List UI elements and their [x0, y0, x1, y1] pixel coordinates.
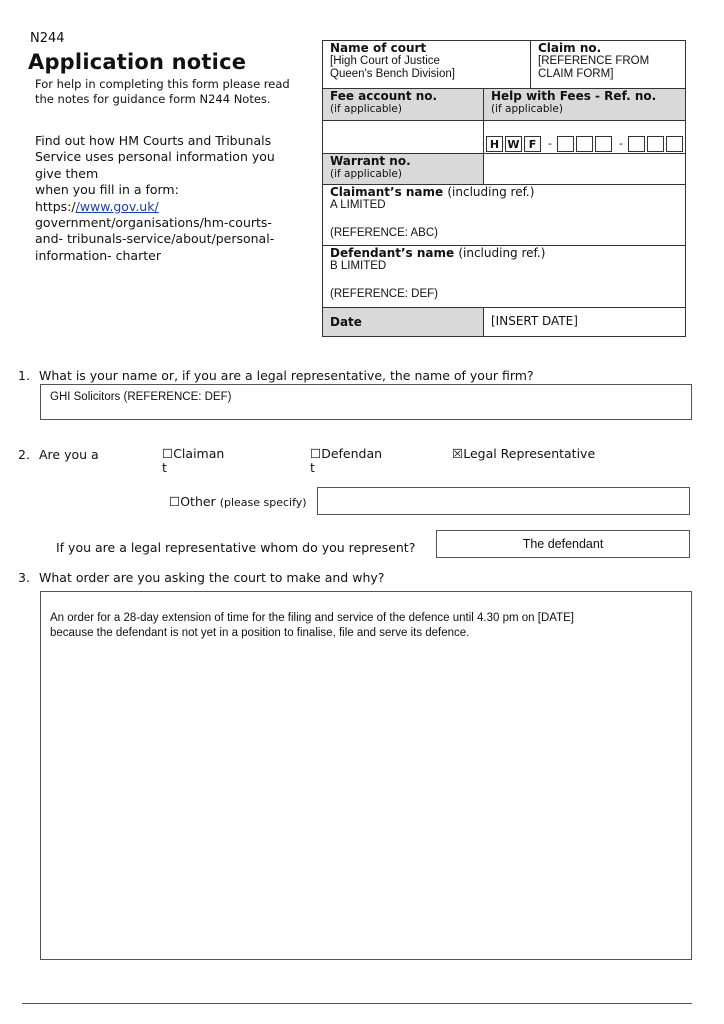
page-title: Application notice — [28, 50, 247, 74]
claim-no-label: Claim no. — [538, 41, 602, 55]
date-value: [INSERT DATE] — [483, 307, 685, 336]
legal-representative-checkbox[interactable]: ☒Legal Representative — [452, 446, 596, 461]
claimant-ref: (REFERENCE: ABC) — [330, 227, 438, 239]
court-name-label: Name of court — [330, 41, 427, 55]
defendant-label-text: Defendant’s name — [330, 246, 455, 260]
defendant-cell — [323, 245, 685, 307]
hwf-digit-box[interactable] — [628, 136, 645, 152]
fee-account-sub: (if applicable) — [330, 103, 402, 115]
privacy-line: Find out how HM Courts and Tribunals — [35, 133, 272, 148]
claimant-value: A LIMITED — [330, 199, 386, 211]
court-name-value: Queen's Bench Division] — [330, 68, 455, 80]
hwf-digit-box[interactable] — [666, 136, 683, 152]
defendant-checkbox[interactable] — [310, 447, 382, 475]
hwf-sub: (if applicable) — [491, 103, 563, 115]
hwf-letter-box: H — [486, 136, 503, 152]
claimant-cell — [323, 184, 685, 245]
privacy-url-rest: and- tribunals-service/about/personal- — [35, 231, 275, 247]
warrant-input[interactable] — [483, 153, 685, 184]
question-3-text: What order are you asking the court to make and why? — [39, 570, 385, 585]
defendant-ref: (REFERENCE: DEF) — [330, 288, 438, 300]
hwf-letter-box: F — [524, 136, 541, 152]
fee-account-input[interactable] — [323, 120, 483, 153]
answer-line: An order for a 28-day extension of time for the filing and service of the defence until 4.30 pm on [DATE] — [50, 612, 574, 624]
claimant-checkbox[interactable] — [162, 447, 224, 475]
url-prefix: https:/ — [35, 198, 76, 214]
hwf-digit-box[interactable] — [595, 136, 612, 152]
warrant-header — [323, 153, 483, 184]
hwf-reference-boxes — [486, 135, 685, 152]
claim-no-cell — [530, 41, 685, 88]
question-3-number: 3. — [18, 570, 30, 585]
claimant-label — [330, 186, 678, 199]
privacy-line: give them — [35, 165, 99, 181]
help-text: For help in completing this form please read the notes for guidance form N244 Notes. — [35, 77, 290, 106]
question-3-answer[interactable] — [40, 591, 692, 960]
other-checkbox[interactable] — [169, 495, 307, 510]
privacy-url-line — [35, 199, 295, 215]
footer-divider — [22, 1003, 692, 1004]
claimant-option-label: ☐Claiman — [162, 446, 225, 461]
question-1-answer[interactable]: GHI Solicitors (REFERENCE: DEF) — [40, 384, 692, 420]
claim-no-value: [REFERENCE FROM — [538, 55, 650, 67]
date-header — [323, 307, 483, 336]
form-code: N244 — [30, 31, 65, 46]
hwf-separator: - — [548, 137, 552, 150]
hwf-separator: - — [619, 137, 623, 150]
court-details-table — [322, 40, 686, 337]
claimant-label-suffix: (including ref.) — [447, 185, 535, 199]
fee-account-label: Fee account no. — [330, 89, 438, 103]
defendant-value: B LIMITED — [330, 260, 387, 272]
defendant-label — [330, 247, 678, 260]
claim-no-value: CLAIM FORM] — [538, 68, 614, 80]
fee-account-header — [323, 88, 483, 120]
question-2-text: Are you a — [39, 447, 99, 462]
defendant-option-label: ☐Defendan — [310, 446, 383, 461]
hwf-letter-box: W — [505, 136, 522, 152]
warrant-label: Warrant no. — [330, 154, 411, 168]
hwf-digit-box[interactable] — [647, 136, 664, 152]
hwf-label: Help with Fees - Ref. no. — [491, 89, 657, 103]
privacy-url-rest: information- charter — [35, 247, 161, 263]
privacy-line: Service uses personal information you — [35, 149, 275, 165]
other-specify-input[interactable] — [317, 487, 690, 515]
represent-question: If you are a legal representative whom do you represent? — [56, 540, 416, 555]
gov-uk-link[interactable]: /www.gov.uk/ — [75, 198, 159, 214]
privacy-notice — [35, 133, 295, 264]
warrant-sub: (if applicable) — [330, 168, 402, 180]
date-label: Date — [330, 315, 362, 329]
other-option-hint: (please specify) — [219, 496, 307, 509]
defendant-option-label-wrap: t — [310, 460, 315, 475]
other-option-label: ☐Other — [169, 494, 216, 509]
hwf-header — [483, 88, 685, 120]
hwf-digit-box[interactable] — [576, 136, 593, 152]
court-name-value: [High Court of Justice — [330, 55, 440, 67]
defendant-label-suffix: (including ref.) — [458, 246, 546, 260]
question-1-number: 1. — [18, 368, 30, 383]
privacy-line: when you fill in a form: — [35, 182, 179, 198]
claimant-label-text: Claimant’s name — [330, 185, 444, 199]
represent-answer[interactable]: The defendant — [436, 530, 690, 558]
privacy-url-rest: government/organisations/hm-courts- — [35, 215, 272, 231]
answer-line: because the defendant is not yet in a position to finalise, file and serve its defence. — [50, 627, 470, 639]
question-1-text: What is your name or, if you are a legal representative, the name of your firm? — [39, 368, 534, 383]
claimant-option-label-wrap: t — [162, 460, 167, 475]
hwf-digit-box[interactable] — [557, 136, 574, 152]
court-name-cell — [323, 41, 530, 88]
question-2-number: 2. — [18, 447, 30, 462]
